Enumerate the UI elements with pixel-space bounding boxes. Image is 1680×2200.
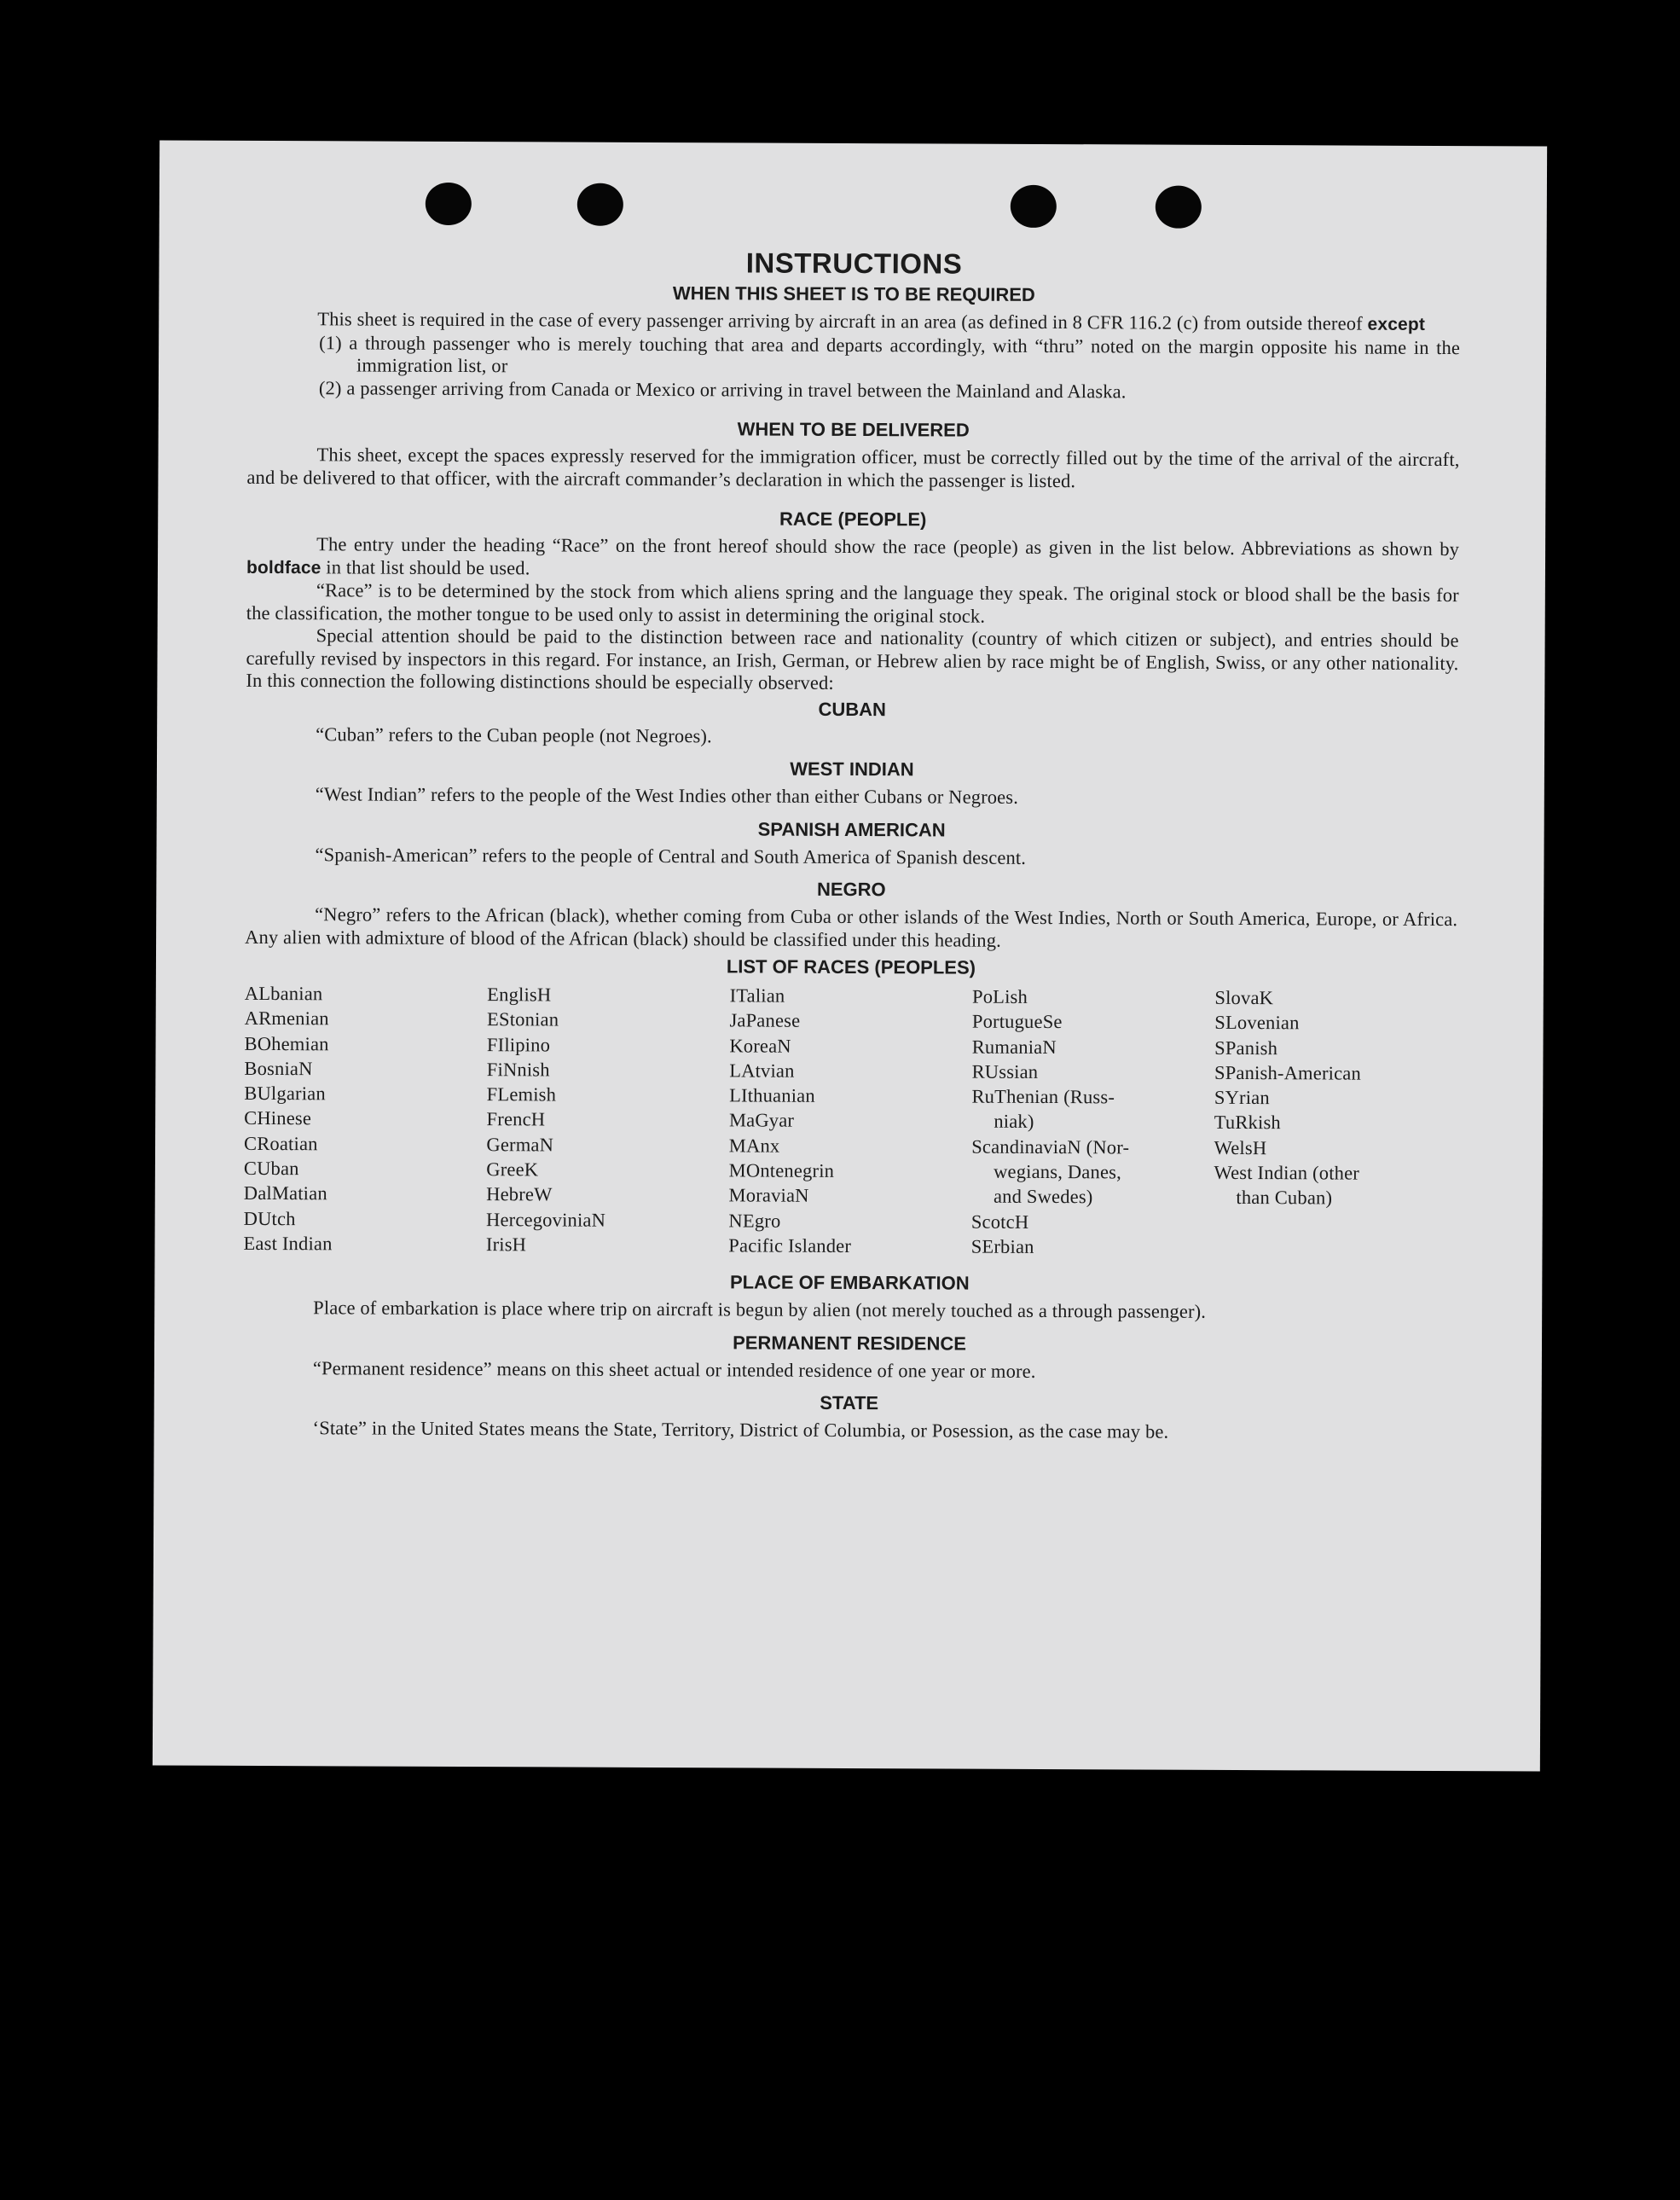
punch-hole [1156, 186, 1202, 229]
race-entry: CUban [243, 1157, 299, 1180]
state-text: ‘State” in the United States means the State, Territory, District of Columbia, or Posession, as the case may be. [312, 1417, 1169, 1442]
delivered-text: This sheet, except the spaces expressly reserved for the immigration officer, must be correctly filled out by the time of the arrival of the aircraft, and be delivered to that officer, with the aircraft commander’s declaration in which the passenger is listed. [246, 444, 1460, 491]
race-entry: LAtvian [729, 1059, 795, 1082]
race-column [728, 983, 972, 1259]
race-entry: CHinese [244, 1107, 312, 1129]
race-entry: ScotcH [970, 1210, 1029, 1233]
race-entry: RUssian [971, 1060, 1039, 1083]
race-entry: Pacific Islander [728, 1234, 852, 1257]
race-entry: BUlgarian [244, 1083, 326, 1105]
exception-item-2: (2) a passenger arriving from Canada or Mexico or arriving in travel between the Mainland and Alaska. [318, 376, 1127, 402]
race-entry-continued: than Cuban) [1236, 1187, 1333, 1209]
race-entry: SErbian [970, 1235, 1034, 1257]
race-entry: FiNnish [486, 1059, 550, 1081]
race-column [971, 984, 1215, 1261]
heading-race: RACE (PEOPLE) [779, 508, 927, 531]
race-entry: BOhemian [244, 1032, 329, 1054]
race-entry: DalMatian [243, 1182, 327, 1204]
race-entry: MOntenegrin [728, 1159, 835, 1182]
race-paragraph-2: “Race” is to be determined by the stock from which aliens spring and the language they speak. The original stock or blood shall be the basis for the classification, the mother tongue to be used only to assist in determining the original stock. [246, 579, 1459, 627]
race-entry: BosniaN [244, 1057, 313, 1080]
heading-state: STATE [820, 1392, 879, 1414]
required-intro: This sheet is required in the case of every passenger arriving by aircraft in an area (as defined in 8 CFR 116.2 (c) from outside thereof except [317, 308, 1426, 334]
race-entry: RuThenian (Russ- [971, 1085, 1115, 1108]
race-entry: LIthuanian [729, 1084, 815, 1107]
race-entry: MAnx [728, 1135, 780, 1157]
race-entry: GreeK [486, 1158, 539, 1181]
heading-west-indian: WEST INDIAN [790, 758, 914, 781]
punch-hole [577, 183, 623, 226]
spanish-american-text: “Spanish-American” refers to the people of Central and South America of Spanish descent. [315, 843, 1027, 868]
race-entry: KoreaN [729, 1034, 791, 1057]
race-entry-continued: wegians, Danes, [994, 1160, 1122, 1183]
race-entry: SYrian [1214, 1087, 1270, 1109]
race-entry: West Indian (other [1214, 1161, 1360, 1184]
race-entry: TuRkish [1214, 1112, 1281, 1134]
race-entry: MaGyar [728, 1109, 795, 1132]
heading-when-required: WHEN THIS SHEET IS TO BE REQUIRED [672, 282, 1035, 305]
race-entry: NEgro [728, 1210, 781, 1232]
race-list [243, 981, 1457, 1261]
race-entry: EnglisH [487, 984, 552, 1006]
punch-hole [426, 183, 472, 225]
race-entry: ITalian [729, 984, 785, 1007]
race-paragraph-3: Special attention should be paid to the distinction between race and nationality (country of which citizen or subject), and entries should be carefully revised by inspectors in this regard. For instance, an Irish, German, or Hebrew alien by race might be of English, Swiss, or any other nationality. In this connection the following distinctions should be especially observed: [246, 624, 1459, 694]
heading-list-of-races: LIST OF RACES (PEOPLES) [726, 955, 976, 978]
race-entry: IrisH [485, 1234, 527, 1256]
race-entry: FrencH [486, 1108, 546, 1130]
heading-place-of-embarkation: PLACE OF EMBARKATION [729, 1271, 970, 1294]
race-entry-continued: niak) [994, 1111, 1034, 1133]
race-entry: SlovaK [1214, 986, 1274, 1009]
page-title: INSTRUCTIONS [745, 247, 963, 280]
race-entry: WelsH [1214, 1136, 1267, 1158]
race-entry: FIlipino [486, 1033, 551, 1056]
race-paragraph-1: The entry under the heading “Race” on the front hereof should show the race (people) as given in the list below. Abbreviations as shown by boldface in that list should be used. [246, 533, 1460, 578]
race-entry: SPanish-American [1214, 1061, 1362, 1084]
heading-cuban: CUBAN [818, 698, 887, 720]
race-entry: HebreW [486, 1183, 553, 1205]
negro-text: “Negro” refers to the African (black), whether coming from Cuba or other islands of the West Indies, North or South America, Europe, or Africa. Any alien with admixture of blood of the African (black) should be classified under this heading. [245, 903, 1458, 951]
heading-negro: NEGRO [816, 878, 886, 901]
instruction-sheet [153, 140, 1547, 1771]
race-entry: ARmenian [244, 1007, 329, 1030]
race-entry: HercegoviniaN [486, 1208, 606, 1231]
race-entry: PoLish [971, 985, 1028, 1007]
race-entry: East Indian [243, 1232, 333, 1255]
race-entry: RumaniaN [971, 1036, 1057, 1058]
punch-hole [1011, 185, 1057, 228]
residence-text: “Permanent residence” means on this sheet actual or intended residence of one year or more. [312, 1357, 1036, 1382]
race-entry: PortugueSe [971, 1010, 1063, 1033]
cuban-text: “Cuban” refers to the Cuban people (not Negroes). [316, 723, 712, 746]
race-column [243, 981, 487, 1257]
race-entry: SPanish [1214, 1036, 1278, 1059]
race-entry: ALbanian [244, 982, 323, 1005]
race-entry: MoraviaN [728, 1184, 809, 1207]
race-entry-continued: and Swedes) [993, 1186, 1093, 1208]
race-entry: CRoatian [243, 1132, 318, 1155]
race-entry: EStonian [487, 1008, 559, 1030]
west-indian-text: “West Indian” refers to the people of the West Indies other than either Cubans or Negroes. [315, 783, 1019, 808]
heading-when-delivered: WHEN TO BE DELIVERED [737, 418, 970, 441]
embarkation-text: Place of embarkation is place where trip on aircraft is begun by alien (not merely touched as a through passenger). [313, 1297, 1207, 1323]
race-column [486, 982, 730, 1258]
race-entry: DUtch [243, 1207, 296, 1229]
heading-permanent-residence: PERMANENT RESIDENCE [733, 1332, 966, 1355]
race-entry: FLemish [486, 1083, 557, 1106]
race-entry: JaPanese [729, 1009, 801, 1032]
race-entry: GermaN [486, 1133, 554, 1156]
race-column [1214, 985, 1457, 1262]
race-entry: SLovenian [1214, 1012, 1300, 1034]
exception-item-1: (1) a through passenger who is merely touching that area and departs accordingly, with “thru” noted on the margin opposite his name in the immigration list, or [319, 331, 1461, 377]
instructions-content [243, 245, 1461, 1445]
race-entry: ScandinaviaN (Nor- [971, 1135, 1130, 1158]
heading-spanish-american: SPANISH AMERICAN [757, 818, 946, 840]
